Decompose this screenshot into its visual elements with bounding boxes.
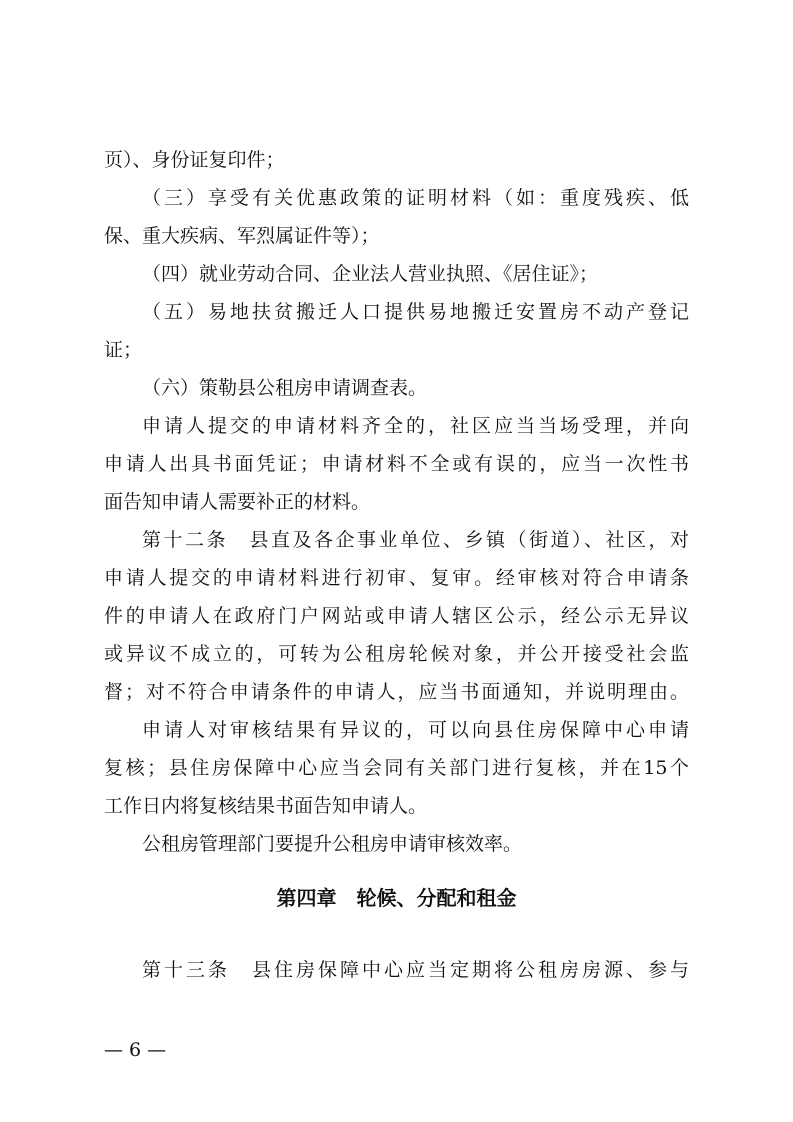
paragraph-line: （四）就业劳动合同、企业法人营业执照、《居住证》； bbox=[142, 263, 599, 285]
paragraph-line: 申请人对审核结果有异议的，可以向县住房保障中心申请 bbox=[142, 719, 689, 741]
paragraph-line: （三）享受有关优惠政策的证明材料（如：重度残疾、低 bbox=[142, 187, 689, 209]
paragraph-line: 申请人提交的申请材料进行初审、复审。经审核对符合申请条 bbox=[104, 567, 689, 589]
paragraph-line: 公租房管理部门要提升公租房申请审核效率。 bbox=[142, 833, 523, 855]
paragraph-line: 督；对不符合申请条件的申请人，应当书面通知，并说明理由。 bbox=[104, 681, 689, 703]
chapter-heading: 第四章 轮候、分配和租金 bbox=[276, 886, 517, 910]
paragraph-line: 件的申请人在政府门户网站或申请人辖区公示，经公示无异议 bbox=[104, 605, 689, 627]
paragraph-line: （五）易地扶贫搬迁人口提供易地搬迁安置房不动产登记 bbox=[142, 301, 689, 323]
paragraph-line: 申请人提交的申请材料齐全的，社区应当当场受理，并向 bbox=[142, 415, 689, 437]
paragraph-line: 保、重大疾病、军烈属证件等）； bbox=[104, 225, 380, 247]
page-number: — 6 — bbox=[104, 1039, 167, 1061]
paragraph-line: 复核；县住房保障中心应当会同有关部门进行复核，并在15个 bbox=[104, 757, 689, 779]
paragraph-line: 页）、身份证复印件； bbox=[104, 149, 285, 171]
paragraph-line: 或异议不成立的，可转为公租房轮候对象，并公开接受社会监 bbox=[104, 643, 689, 665]
paragraph-line: 面告知申请人需要补正的材料。 bbox=[104, 491, 371, 513]
paragraph-line: 第十二条 县直及各企事业单位、乡镇（街道）、社区，对 bbox=[142, 529, 689, 551]
paragraph-line: （六）策勒县公租房申请调查表。 bbox=[142, 377, 428, 399]
paragraph-line: 申请人出具书面凭证；申请材料不全或有误的，应当一次性书 bbox=[104, 453, 689, 475]
paragraph-line: 证； bbox=[104, 339, 143, 361]
paragraph-line: 第十三条 县住房保障中心应当定期将公租房房源、参与 bbox=[142, 959, 689, 981]
paragraph-line: 工作日内将复核结果书面告知申请人。 bbox=[104, 795, 428, 817]
